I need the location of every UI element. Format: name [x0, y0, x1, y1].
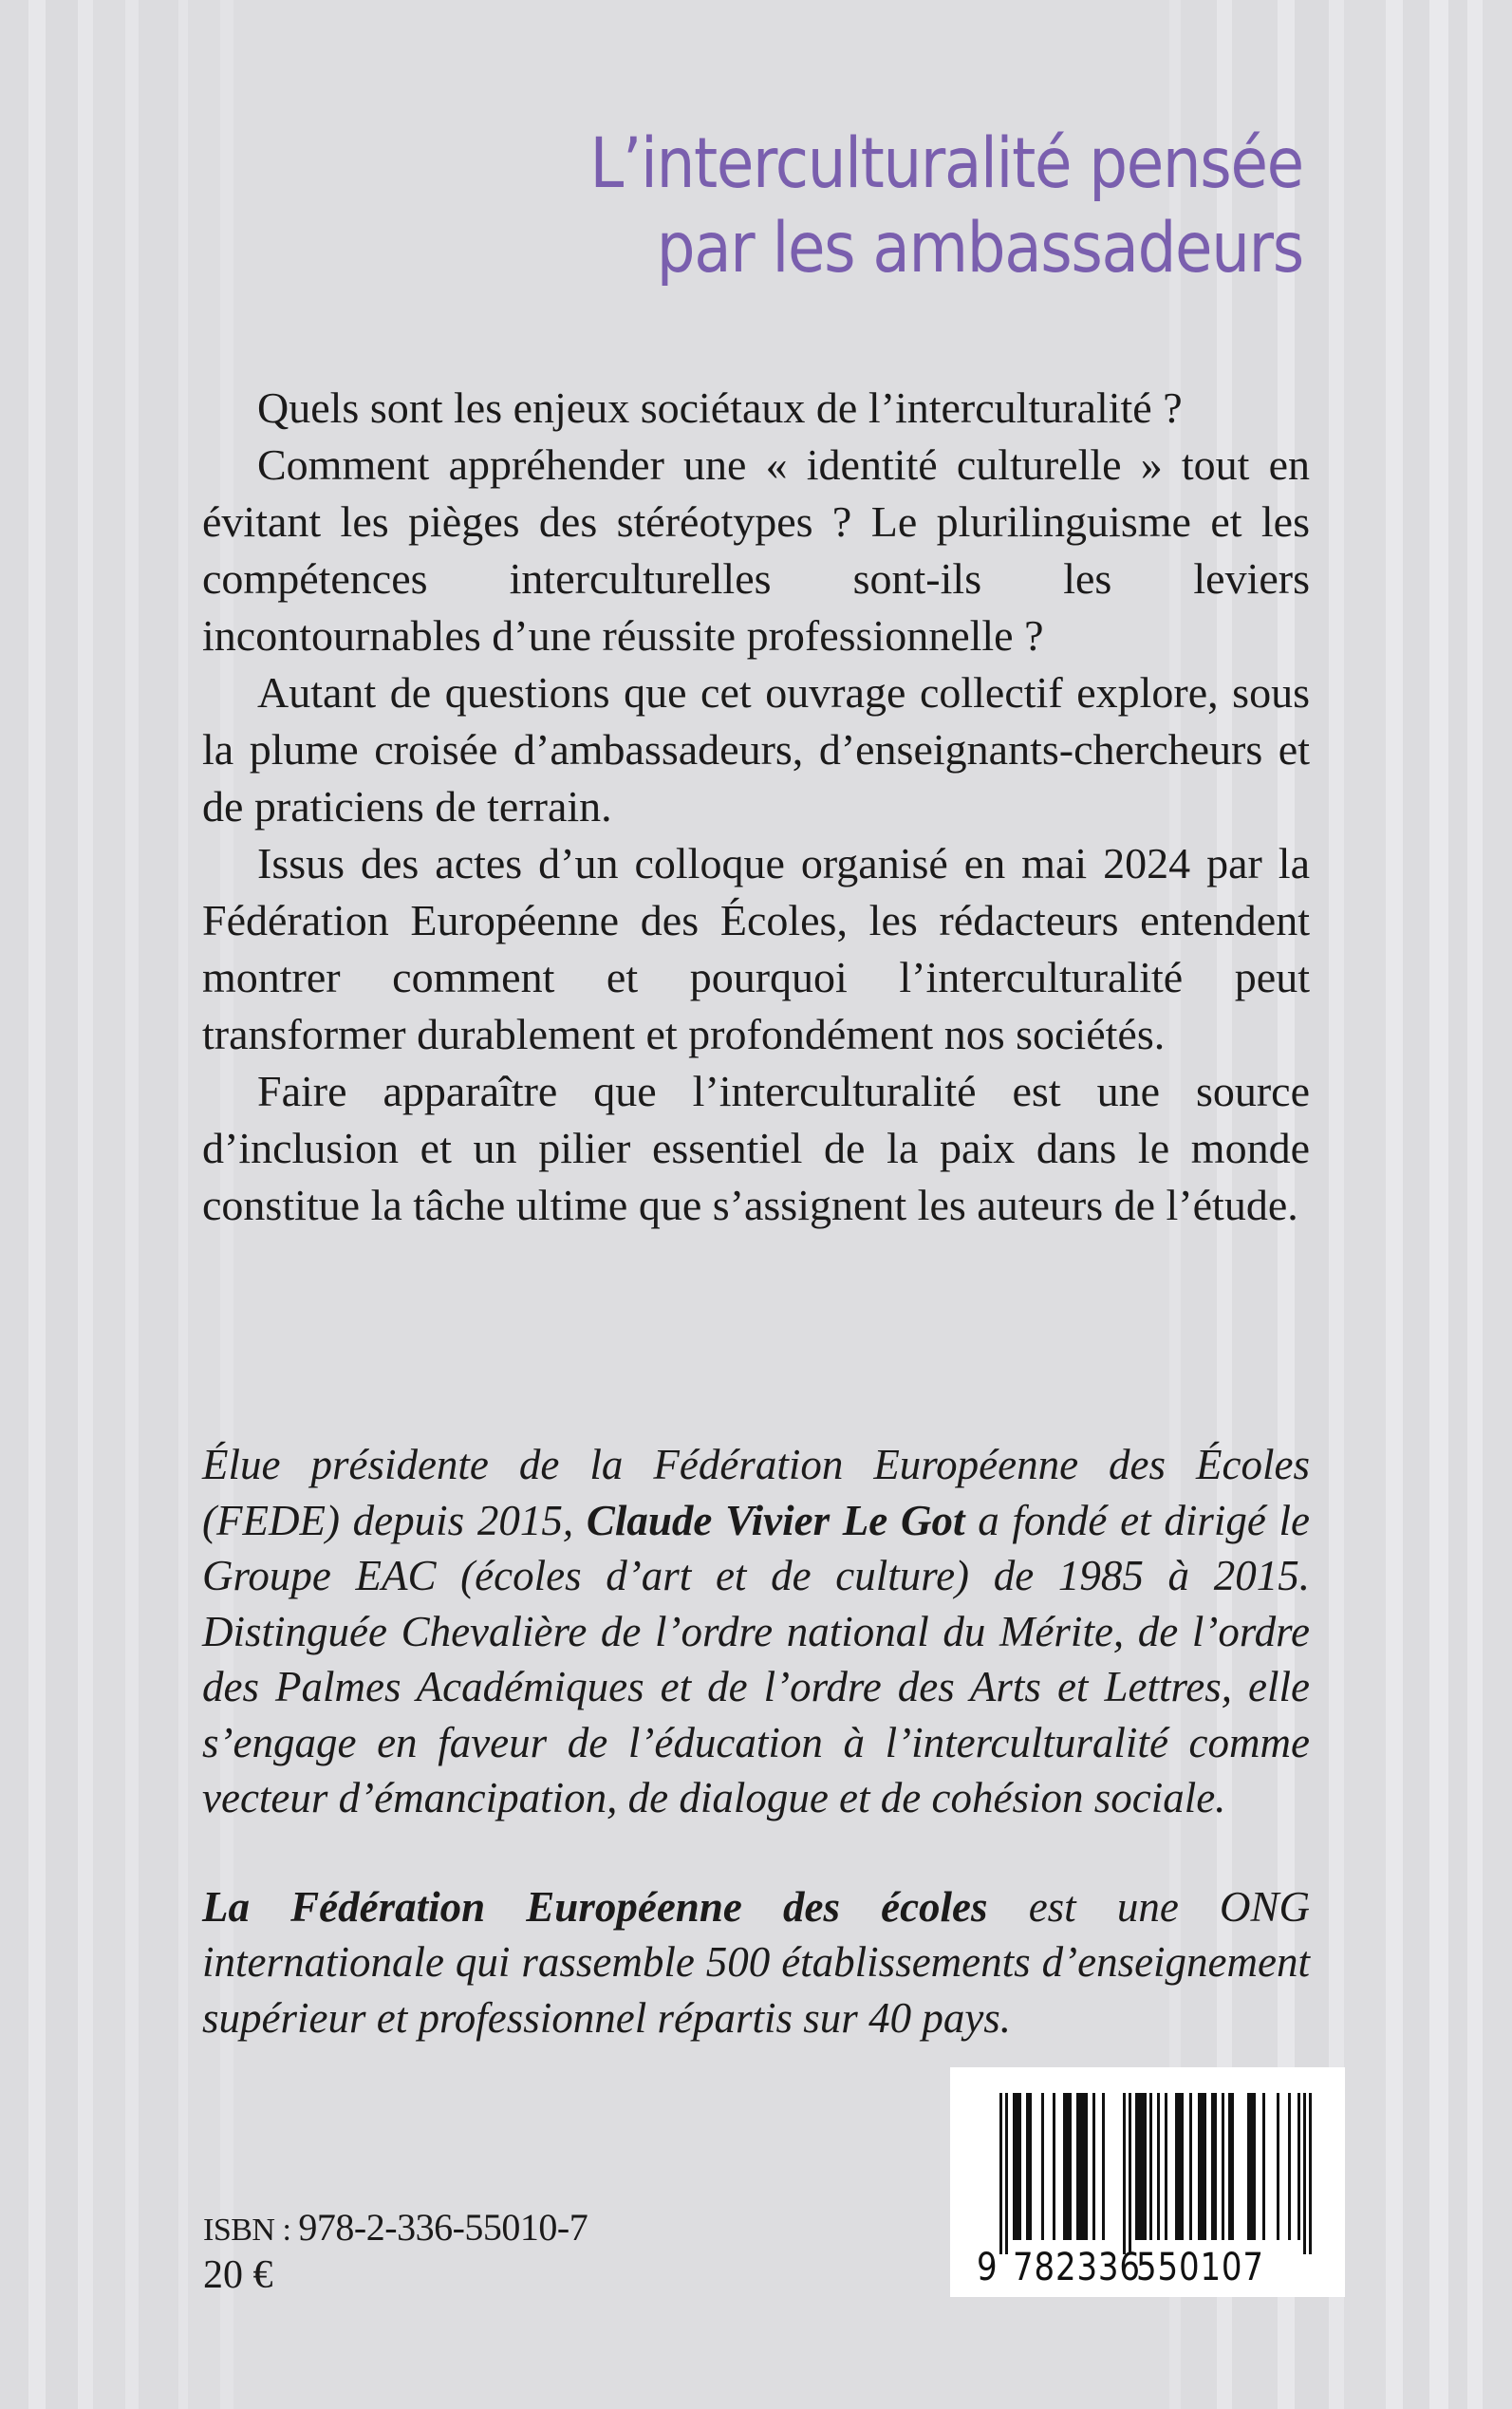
barcode-digits: [950, 2246, 1345, 2296]
author-bio-rest: a fondé et dirigé le Groupe EAC (écoles d’art et de culture) de 1985 à 2015. Distinguée Chevalière de l’ordre national du Mérite, de l’ordre des Palmes Académiques et de l’ordre des Arts et Lettres, elle s’engage en faveur de l’éducation à l’interculturalité comme vecteur d’émancipation, de dialogue et de cohésion sociale.: [202, 1496, 1311, 1821]
book-title: [590, 121, 1303, 290]
author-bio-paragraph: [202, 1437, 1310, 1826]
blurb-paragraph: Faire apparaître que l’interculturalité est une source d’inclusion et un pilier essentiel de la paix dans le monde constitue la tâche ultime que s’assignent les auteurs de l’étude.: [202, 1067, 1310, 1229]
book-title-line-1: L’interculturalité pensée: [589, 123, 1303, 204]
blurb: [202, 380, 1310, 1234]
author-bio-intro: Élue présidente de la Fédération Européenne des Écoles (FEDE) depuis 2015,: [202, 1441, 1310, 1544]
isbn-label: ISBN :: [203, 2213, 299, 2248]
organization-description: est une ONG internationale qui rassemble 500 établissements d’enseignement supérieur et professionnel répartis sur 40 pays.: [202, 1882, 1310, 2042]
blurb-paragraph: Comment appréhender une « identité culturelle » tout en évitant les pièges des stéréotypes ? Le plurilinguisme et les compétences interculturelles sont-ils les leviers incontournables d’une réussite professionnelle ?: [202, 440, 1310, 660]
price: 20 €: [203, 2253, 273, 2297]
isbn: [203, 2204, 588, 2254]
barcode: [950, 2067, 1345, 2297]
author-bio: [202, 1437, 1310, 2045]
blurb-paragraph: Issus des actes d’un colloque organisé en mai 2024 par la Fédération Européenne des Écoles, les rédacteurs entendent montrer comment et pourquoi l’interculturalité peut transformer durablement et profondément nos sociétés.: [202, 839, 1310, 1058]
blurb-paragraph: Quels sont les enjeux sociétaux de l’interculturalité ?: [257, 383, 1183, 432]
barcode-right-digits: 550107: [1136, 2246, 1264, 2289]
blurb-paragraph: Autant de questions que cet ouvrage collectif explore, sous la plume croisée d’ambassadeurs, d’enseignants-chercheurs et de praticiens de terrain.: [202, 668, 1310, 831]
barcode-first-digit: 9: [977, 2246, 999, 2289]
book-title-line-2: par les ambassadeurs: [656, 208, 1303, 289]
barcode-left-digits: 782336: [1013, 2246, 1141, 2289]
organization-name: La Fédération Européenne des écoles: [202, 1882, 988, 1931]
author-name: Claude Vivier Le Got: [586, 1496, 965, 1544]
isbn-value: 978-2-336-55010-7: [298, 2206, 588, 2249]
organization-paragraph: [202, 1879, 1310, 2046]
